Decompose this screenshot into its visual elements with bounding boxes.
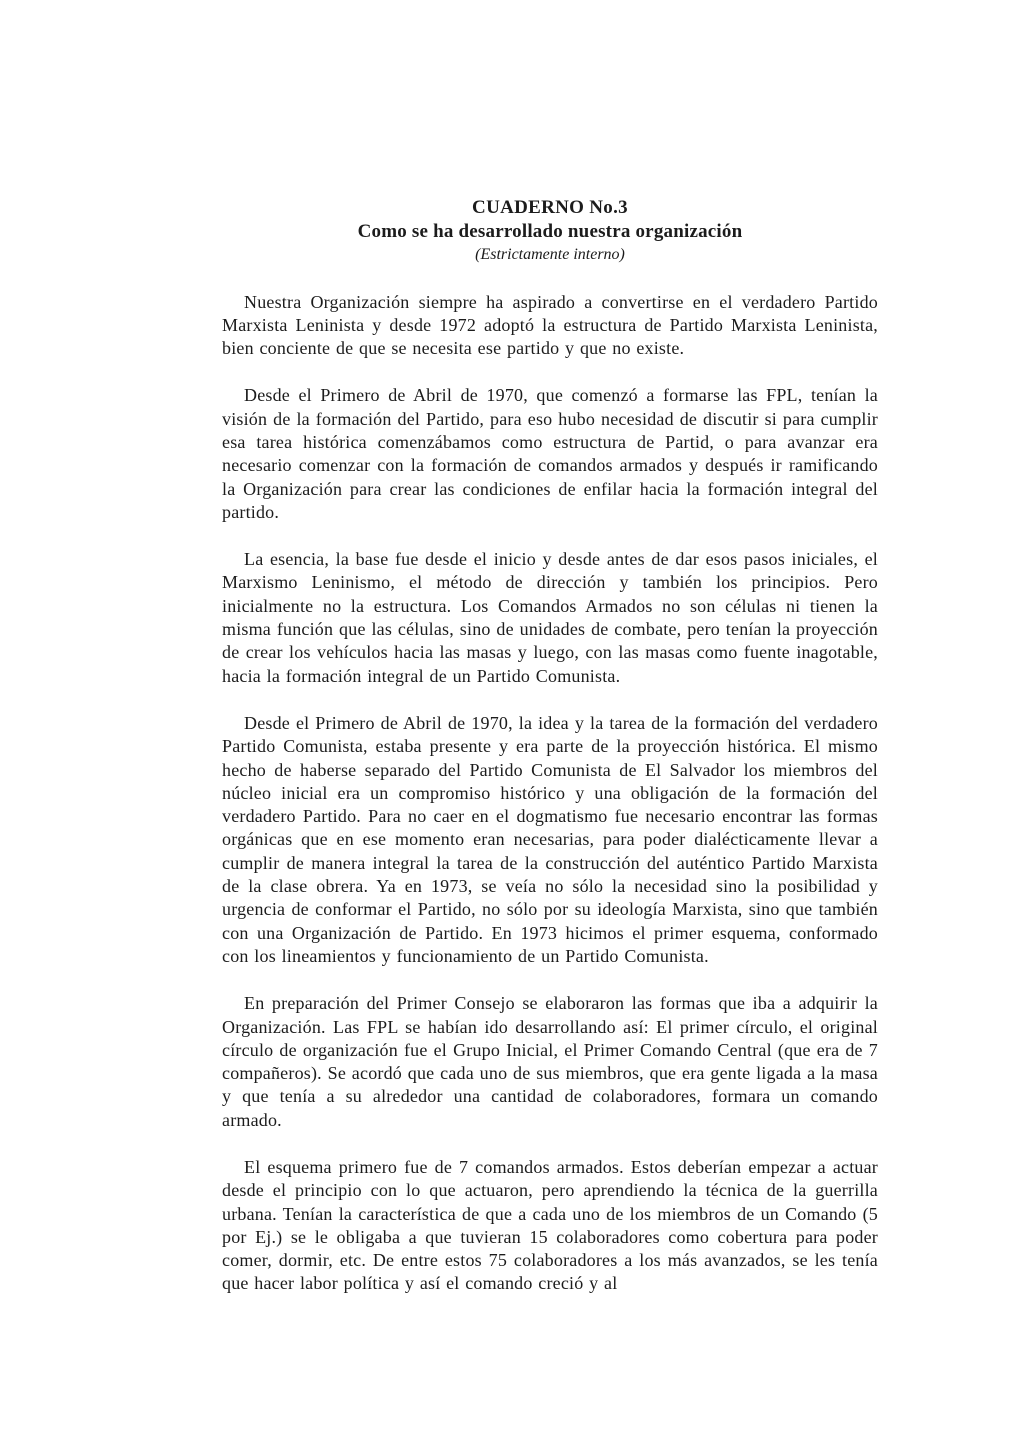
document-annotation: (Estrictamente interno) bbox=[475, 246, 625, 263]
document-title: CUADERNO No.3 bbox=[472, 197, 628, 218]
paragraph-2: Desde el Primero de Abril de 1970, que comenzó a formarse las FPL, tenían la visión de la formación del Partido, para eso hubo necesidad de discutir si para cumplir esa tarea histórica comenzábamos como estructura de Partid, o para avanzar era necesario comenzar con la formación de comandos armados y después ir ramificando la Organización para crear las condiciones de enfilar hacia la formación integral del partido. bbox=[222, 385, 878, 522]
document-content bbox=[222, 196, 878, 1320]
paragraph-1: Nuestra Organización siempre ha aspirado a convertirse en el verdadero Partido Marxista Leninista y desde 1972 adoptó la estructura de Partido Marxista Leninista, bien conciente de que se necesita ese partido y que no existe. bbox=[222, 291, 878, 359]
document-header bbox=[222, 196, 878, 267]
paragraph-3: La esencia, la base fue desde el inicio y desde antes de dar esos pasos iniciales, el Marxismo Leninismo, el método de dirección y también los principios. Pero inicialmente no la estructura. Los Comandos Armados no son células ni tienen la misma función que las células, sino de unidades de combate, pero tenían la proyección de crear los vehículos hacia las masas y luego, con las masas como fuente inagotable, hacia la formación integral de un Partido Comunista. bbox=[222, 549, 878, 686]
document-subtitle: Como se ha desarrollado nuestra organización bbox=[357, 220, 743, 242]
paragraph-6: El esquema primero fue de 7 comandos armados. Estos deberían empezar a actuar desde el principio con lo que actuaron, pero aprendiendo la técnica de la guerrilla urbana. Tenían la característica de que a cada uno de los miembros de un Comando (5 por Ej.) se le obligaba a que tuvieran 15 colaboradores como cobertura para poder comer, dormir, etc. De entre estos 75 colaboradores a los más avanzados, se les tenía que hacer labor política y así el comando creció y al bbox=[222, 1157, 878, 1294]
paragraph-5: En preparación del Primer Consejo se elaboraron las formas que iba a adquirir la Organización. Las FPL se habían ido desarrollando así: El primer círculo, el original círculo de organización fue el Grupo Inicial, el Primer Comando Central (que era de 7 compañeros). Se acordó que cada uno de sus miembros, que era gente ligada a la masa y que tenía a su alrededor una cantidad de colaboradores, formara un comando armado. bbox=[222, 993, 878, 1130]
paragraph-4: Desde el Primero de Abril de 1970, la idea y la tarea de la formación del verdadero Partido Comunista, estaba presente y era parte de la proyección histórica. El mismo hecho de haberse separado del Partido Comunista de El Salvador los miembros del núcleo inicial era un compromiso histórico y una obligación de la formación del verdadero Partido. Para no caer en el dogmatismo fue necesario encontrar las formas orgánicas que en ese momento eran necesarias, para poder dialécticamente llevar a cumplir de manera integral la tarea de la construcción del auténtico Partido Marxista de la clase obrera. Ya en 1973, se veía no sólo la necesidad sino la posibilidad y urgencia de conformar el Partido, no sólo por su ideología Marxista, sino que también con una Organización de Partido. En 1973 hicimos el primer esquema, conformado con los lineamientos y funcionamiento de un Partido Comunista. bbox=[222, 712, 878, 966]
